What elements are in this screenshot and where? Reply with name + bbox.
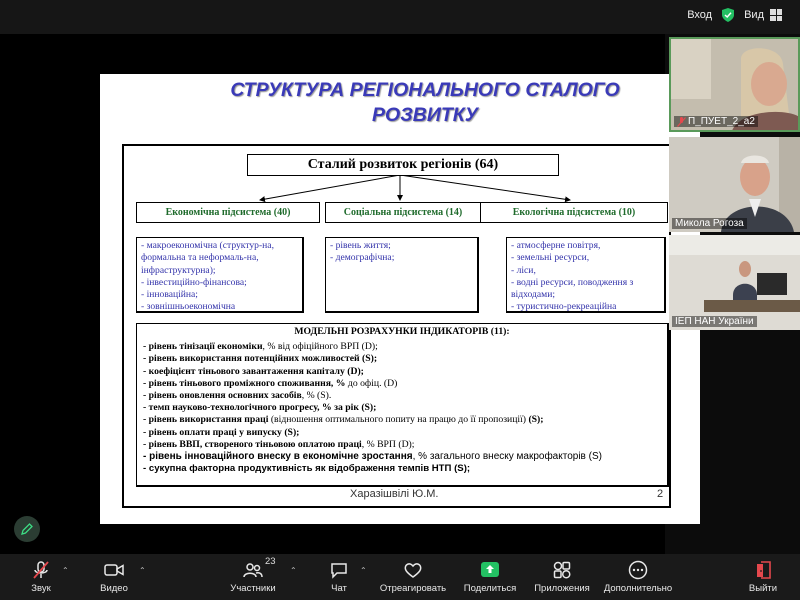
more-button[interactable] xyxy=(602,560,674,594)
video-options-caret-icon[interactable]: ⌃ xyxy=(139,566,146,575)
apps-icon xyxy=(552,560,572,580)
react-button[interactable] xyxy=(378,560,448,594)
indicator-line: - рівень ВВП, створеного тіньовою оплатою праці, % ВРП (D); xyxy=(143,438,415,450)
list-item: - зовнішньоекономічна xyxy=(141,301,236,313)
audio-options-caret-icon[interactable]: ⌃ xyxy=(62,566,69,575)
react-label: Отреагировать xyxy=(379,583,447,594)
video-button[interactable] xyxy=(94,560,134,594)
list-item: - демографічна; xyxy=(330,252,395,264)
apps-button[interactable] xyxy=(532,560,592,594)
chat-caret-icon[interactable]: ⌃ xyxy=(360,566,367,575)
chat-label: Чат xyxy=(331,583,347,594)
share-button[interactable] xyxy=(462,560,518,594)
tile-name-text: Микола Рогоза xyxy=(675,218,744,229)
indicator-line: - коефіцієнт тіньового завантаження капіталу (D); xyxy=(143,365,364,377)
video-label: Видео xyxy=(100,583,128,594)
participants-count: 23 xyxy=(265,556,276,567)
video-tile[interactable] xyxy=(669,137,800,232)
more-icon xyxy=(628,560,648,580)
audio-button[interactable] xyxy=(22,560,60,594)
indicator-line: - рівень тіньового проміжного споживання, % до офіц. (D) xyxy=(143,377,398,389)
social-items xyxy=(325,237,479,313)
view-button[interactable] xyxy=(744,9,782,21)
list-item: - рівень життя; xyxy=(330,240,391,251)
chat-button[interactable] xyxy=(324,560,354,594)
more-label: Дополнительно xyxy=(603,583,673,594)
grid-view-icon xyxy=(770,9,782,21)
list-item: інфраструктурна); xyxy=(141,264,216,276)
tile-name-text: ІЕП НАН України xyxy=(675,316,754,327)
indicator-line: - рівень оновлення основних засобів, % (S). xyxy=(143,390,332,402)
shared-slide xyxy=(100,74,700,524)
model-indicators-box xyxy=(136,323,669,487)
muted-mic-icon xyxy=(677,117,686,127)
model-heading: МОДЕЛЬНІ РОЗРАХУНКИ ІНДИКАТОРІВ (11): xyxy=(294,326,510,337)
list-item: - інноваційна; xyxy=(141,289,198,301)
leave-button[interactable] xyxy=(746,560,780,594)
indicator-line: - рівень використання потенційних можливостей (S); xyxy=(143,353,378,365)
participants-icon xyxy=(243,560,263,580)
video-tile[interactable] xyxy=(669,235,800,330)
subsystem-economic: Економічна підсистема (40) xyxy=(136,202,320,223)
participants-caret-icon[interactable]: ⌃ xyxy=(290,566,297,575)
slide-title-line1: СТРУКТУРА РЕГІОНАЛЬНОГО СТАЛОГО xyxy=(230,79,620,101)
list-item: відходами; xyxy=(511,289,556,301)
list-item: - водні ресурси, поводження з xyxy=(511,276,634,288)
slide-author: Харазішвілі Ю.М. xyxy=(350,488,439,500)
list-item: - інвестиційно-фінансова; xyxy=(141,276,247,288)
tile-name-text: П_ПУЕТ_2_а2 xyxy=(688,116,755,127)
tile-name-label xyxy=(674,116,758,127)
top-bar xyxy=(0,0,800,34)
subsystem-ecological: Екологічна підсистема (10) xyxy=(480,202,668,223)
list-item: - атмосферне повітря, xyxy=(511,240,601,251)
participants-label: Участники xyxy=(230,583,276,594)
indicator-line: - рівень тінізації економіки, % від офіційного ВРП (D); xyxy=(143,341,378,353)
slide-title-line2: РОЗВИТКУ xyxy=(372,104,478,126)
share-label: Поделиться xyxy=(463,583,517,594)
muted-mic-icon xyxy=(31,560,51,580)
pencil-icon xyxy=(20,522,34,536)
list-item: - земельні ресурси, xyxy=(511,252,590,264)
heart-icon xyxy=(403,560,423,580)
camera-icon xyxy=(104,560,124,580)
view-label: Вид xyxy=(744,9,764,21)
leave-label: Выйти xyxy=(748,583,778,594)
list-item: - туристично-рекреаційна xyxy=(511,301,617,313)
economic-items xyxy=(136,237,304,313)
meeting-toolbar xyxy=(0,554,800,600)
tile-name-label xyxy=(672,218,747,229)
apps-label: Приложения xyxy=(534,583,590,594)
indicator-line: - темп науково-технологічного прогресу, % за рік (S); xyxy=(143,402,377,414)
audio-label: Звук xyxy=(31,583,51,594)
chat-icon xyxy=(329,560,349,580)
indicator-line: - рівень оплати праці у випуску (S); xyxy=(143,426,300,438)
indicator-line: - рівень використання праці (відношення оптимального попиту на працю до її пропозиції) (S); xyxy=(143,414,544,426)
share-screen-icon xyxy=(480,560,500,580)
leave-icon xyxy=(753,560,773,580)
indicator-line: - сукупна факторна продуктивність як відображення темпів НТП (S); xyxy=(143,463,471,475)
enter-label[interactable]: Вход xyxy=(687,9,713,21)
list-item: - ліси, xyxy=(511,264,536,276)
root-node: Сталий розвиток регіонів (64) xyxy=(247,154,559,176)
tile-name-label xyxy=(672,316,757,327)
list-item: - макроекономічна (структур-на, xyxy=(141,240,274,251)
list-item: формальна та неформаль-на, xyxy=(141,252,259,264)
annotate-button[interactable] xyxy=(14,516,40,542)
ecological-items xyxy=(506,237,666,313)
indicator-line: - рівень інноваційного внеску в економічне зростання, % загального внеску макрофакторів (S) xyxy=(143,451,602,463)
top-right-controls xyxy=(687,8,782,22)
slide-page-number: 2 xyxy=(657,488,664,500)
subsystem-social: Соціальна підсистема (14) xyxy=(325,202,481,223)
shield-check-icon[interactable] xyxy=(722,8,734,22)
video-tile[interactable] xyxy=(669,37,800,132)
